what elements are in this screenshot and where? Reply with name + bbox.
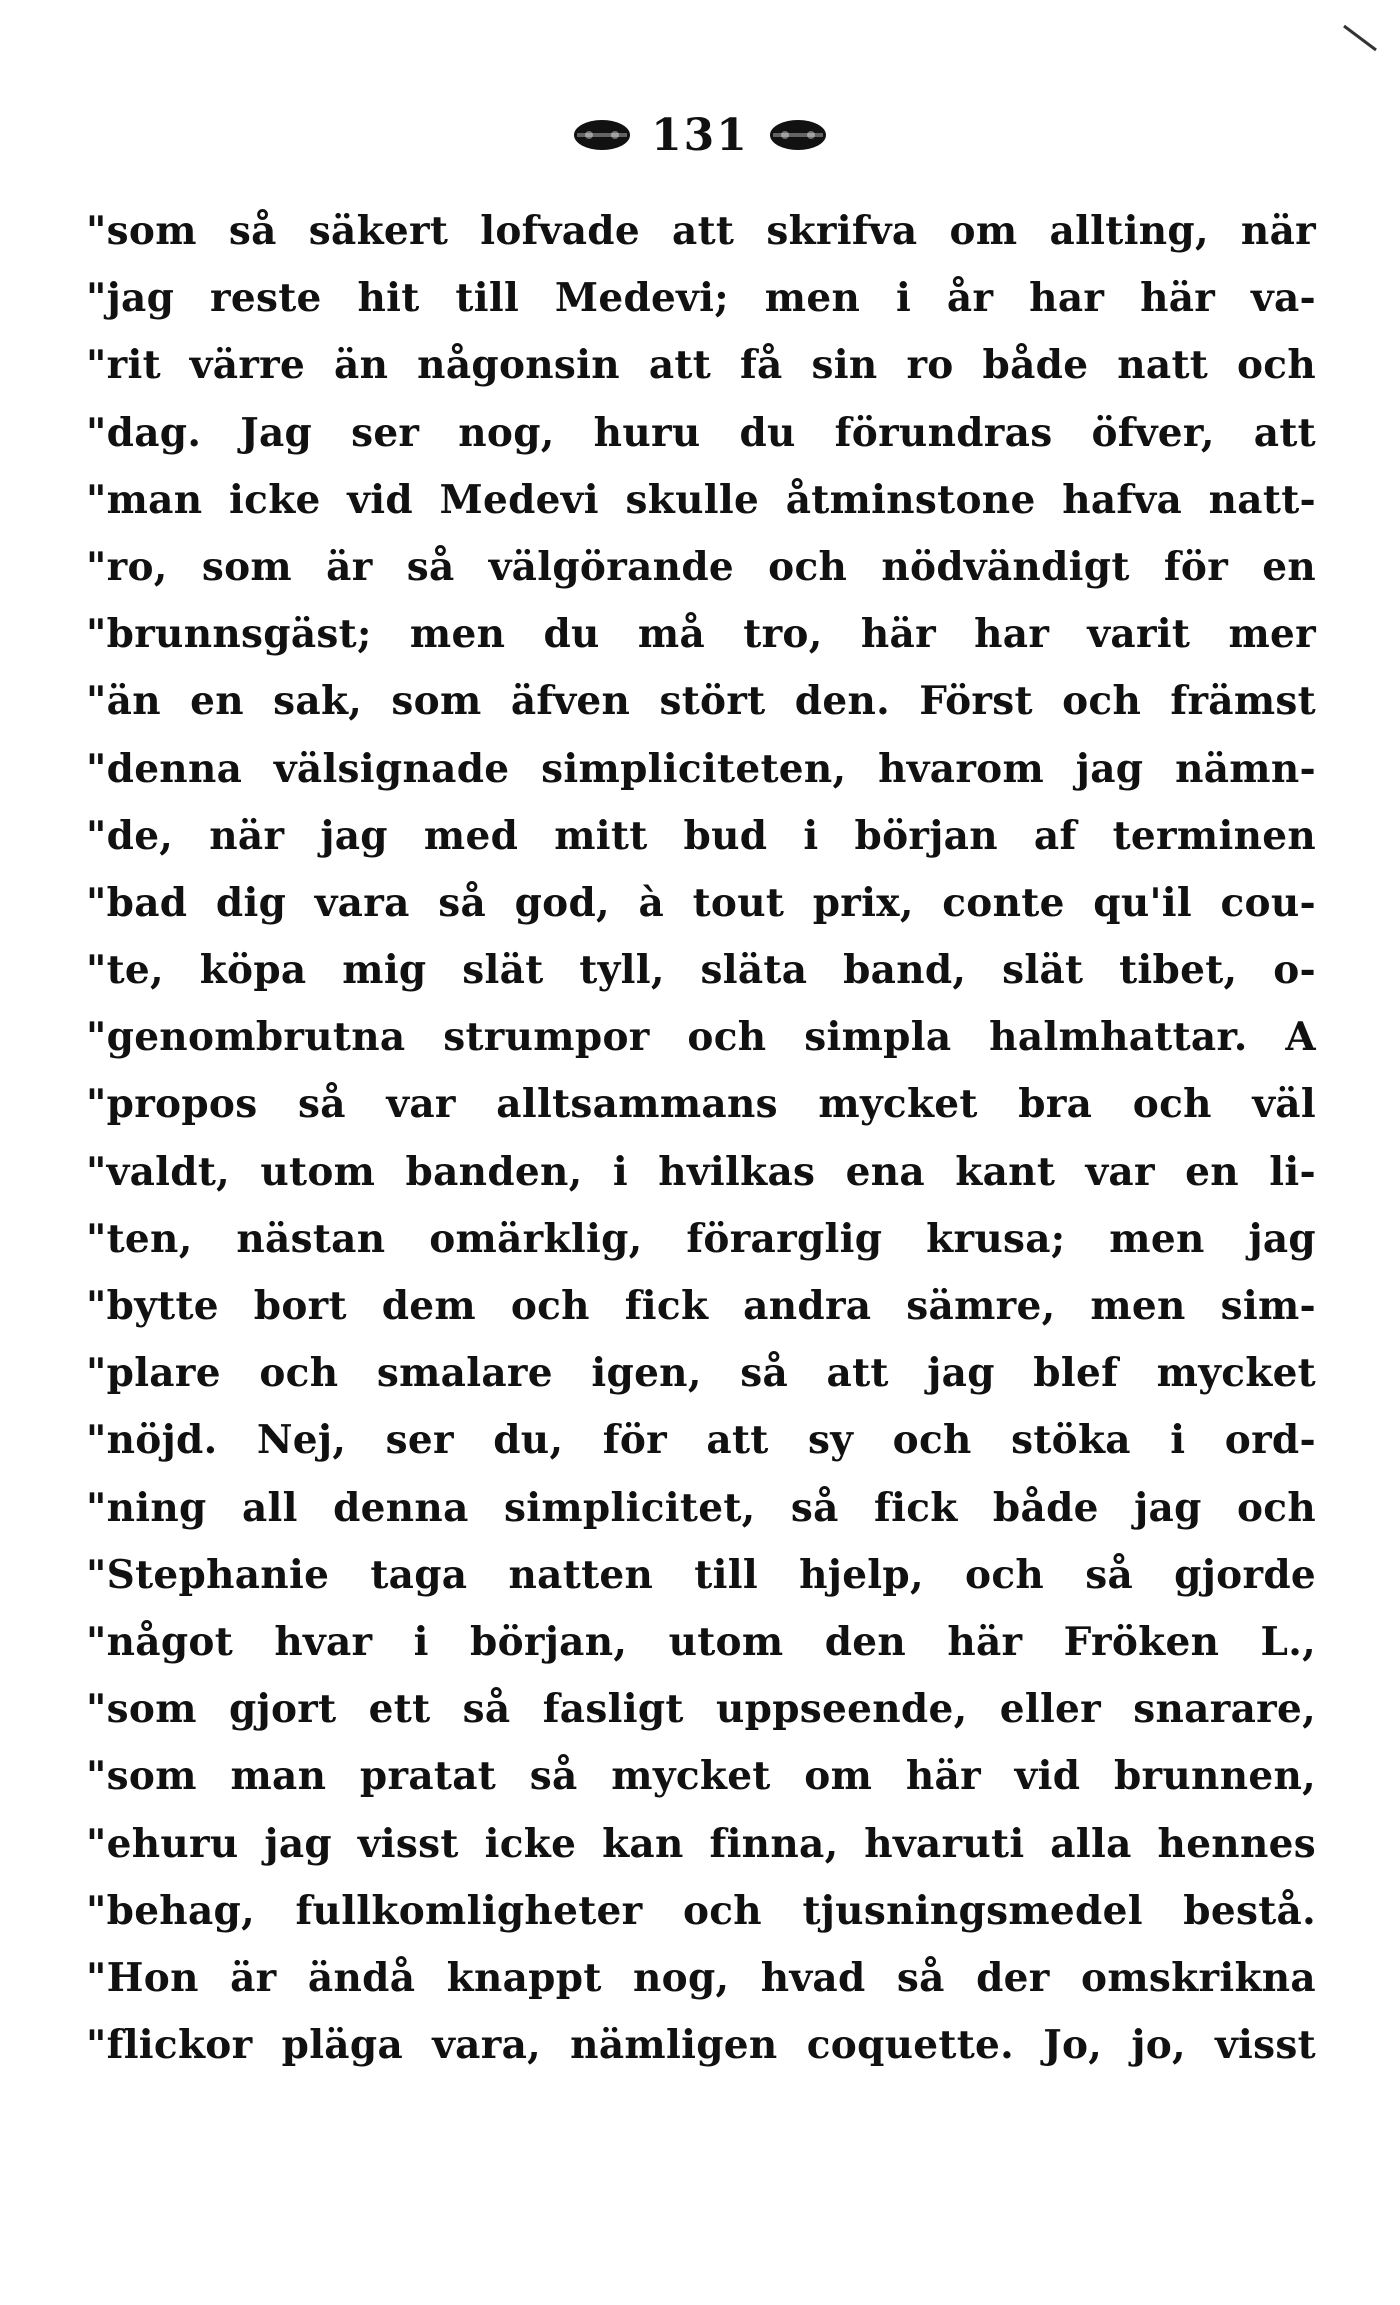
text-line: "propos så var alltsammans mycket bra och väl [86, 1081, 1316, 1128]
text-line: "bytte bort dem och fick andra sämre, men sim- [86, 1283, 1316, 1329]
text-line: "brunnsgäst; men du må tro, här har varit mer [86, 611, 1316, 658]
text-line: "behag, fullkomligheter och tjusningsmedel bestå. [86, 1887, 1316, 1934]
text-line: "denna välsignade simpliciteten, hvarom jag nämn- [86, 745, 1316, 792]
text-line: "valdt, utom banden, i hvilkas ena kant var en li- [86, 1148, 1316, 1195]
text-line: "flickor pläga vara, nämligen coquette. Jo, jo, visst [86, 2022, 1316, 2069]
text-line: "som så säkert lofvade att skrifva om allting, när [86, 208, 1316, 254]
text-line: "ning all denna simplicitet, så fick både jag och [86, 1484, 1316, 1531]
text-line: "nöjd. Nej, ser du, för att sy och stöka i ord- [86, 1417, 1316, 1464]
text-line: "jag reste hit till Medevi; men i år har här va- [86, 275, 1316, 322]
text-line: "som gjort ett så fasligt uppseende, eller snarare, [86, 1686, 1316, 1733]
text-line: "de, när jag med mitt bud i början af terminen [86, 812, 1316, 859]
text-line: "Hon är ändå knappt nog, hvad så der omskrikna [86, 1954, 1316, 2001]
text-line: "som man pratat så mycket om här vid brunnen, [86, 1753, 1316, 1800]
text-line: "plare och smalare igen, så att jag blef mycket [86, 1350, 1316, 1397]
text-line: "än en sak, som äfven stört den. Först och främst [86, 678, 1316, 725]
text-line: "dag. Jag ser nog, huru du förundras öfver, att [86, 409, 1316, 456]
text-line: "ro, som är så välgörande och nödvändigt för en [86, 543, 1316, 590]
left-ornament-icon [571, 116, 633, 154]
text-line: "genombrutna strumpor och simpla halmhattar. A [86, 1014, 1316, 1061]
text-line: "te, köpa mig slät tyll, släta band, slät tibet, o- [86, 947, 1316, 994]
text-line: "något hvar i början, utom den här Fröken L., [86, 1618, 1316, 1665]
text-line: "ten, nästan omärklig, förarglig krusa; men jag [86, 1215, 1316, 1262]
corner-scan-mark [1340, 20, 1380, 60]
text-line: "Stephanie taga natten till hjelp, och så gjorde [86, 1551, 1316, 1598]
body-text [86, 198, 1316, 2079]
page-header [0, 105, 1400, 165]
text-line: "bad dig vara så god, à tout prix, conte qu'il cou- [86, 879, 1316, 926]
page-number: 131 [651, 109, 749, 161]
text-line: "man icke vid Medevi skulle åtminstone hafva natt- [86, 476, 1316, 523]
text-line: "ehuru jag visst icke kan finna, hvaruti alla hennes [86, 1820, 1316, 1867]
text-line: "rit värre än någonsin att få sin ro både natt och [86, 342, 1316, 389]
right-ornament-icon [767, 116, 829, 154]
